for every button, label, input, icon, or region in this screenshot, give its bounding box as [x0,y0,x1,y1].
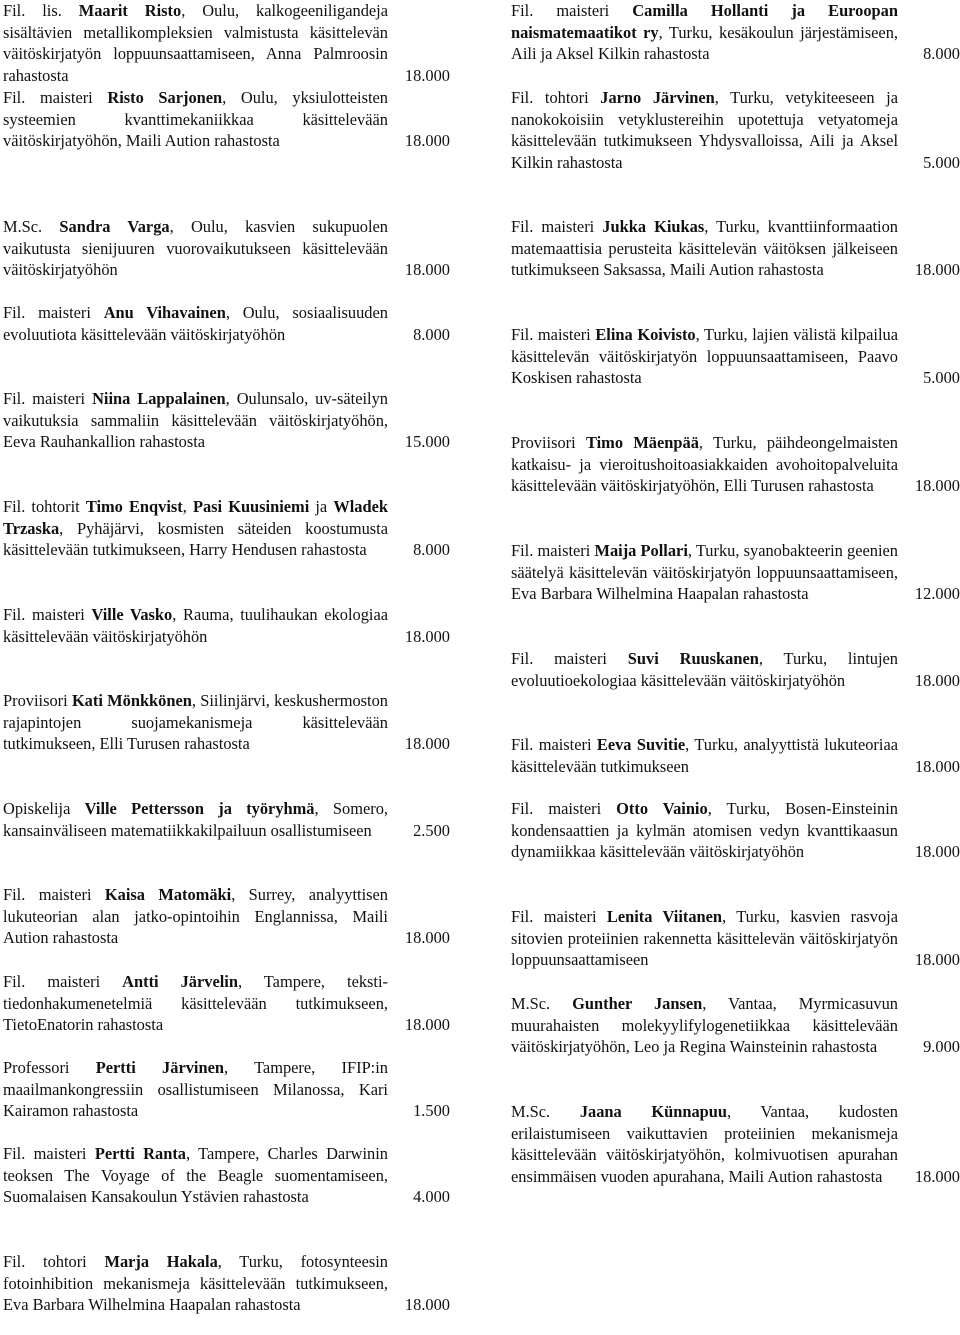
grant-description: , Oulu, sosiaalisuuden evoluutiota käsittelevään väitöskirjatyöhön [3,303,388,344]
recipient-name: Anu Vihavainen [103,303,226,322]
recipient-name: Suvi Ruuskanen [627,649,759,668]
grant-description: Fil. maisteri [511,799,617,818]
grant-amount: 18.000 [404,1015,450,1035]
recipient-name: Sandra Varga [59,217,170,236]
grant-text [3,388,450,453]
grant-entry [3,884,450,949]
grant-entry [3,690,450,755]
grant-text [511,993,960,1058]
grant-entry [3,0,450,86]
recipient-name: Elina Koivisto [595,325,696,344]
grant-description: Fil. maisteri [3,885,105,904]
grant-description: Fil. maisteri [511,1,633,20]
grant-text [511,540,960,605]
recipient-name: Risto Sarjonen [107,88,223,107]
grant-text [3,216,450,281]
grant-description: , [182,497,193,516]
grant-description: , Vantaa, Myrmicasuvun muurahaisten molekyylifylogenetiikkaa käsittelevään väitöskirjatyöhön, Leo ja Regina Wainsteinin rahastosta [511,994,898,1057]
grant-description: , Turku, kvanttiinformaation matemaattisia perusteita käsittelevän väitöksen jälkeiseen tutkimukseen Saksassa, Maili Aution rahastosta [511,217,898,280]
grant-description: , Turku, vetykiteeseen ja nanokokoisiin vetyklustereihin upotettuja vetyatomeja käsittelevään tutkimukseen Yhdysvalloissa, Aili ja Aksel Kilkin rahastosta [511,88,898,172]
grant-description: , Oulunsalo, uv-säteilyn vaikutuksia sammaliin käsittelevään väitöskirjatyöhön, Eeva Rauhankallion rahastosta [3,389,388,452]
grant-entry [3,388,450,453]
grant-text [3,884,450,949]
grant-amount: 18.000 [914,842,960,862]
grant-entry [511,798,960,863]
grant-description: , Tampere, Charles Darwinin teoksen The Voyage of the Beagle suomentamiseen, Suomalaisen Kansakoulun Ystävien rahastosta [3,1144,388,1207]
grant-entry [3,496,450,561]
recipient-name: Maija Pollari [594,541,688,560]
grant-entry [511,906,960,971]
grant-text [511,87,960,173]
grant-text [3,496,450,561]
grant-entry [3,87,450,152]
grant-description: M.Sc. [511,1102,580,1121]
grant-description: Fil. maisteri [511,907,607,926]
grant-text [3,798,450,841]
grant-entry [511,734,960,777]
grant-entry [511,432,960,497]
recipient-name: Wladek Trzaska [3,497,388,538]
grant-description: , Tampere, tekstitiedonhakumenetelmiä käsittelevään tutkimukseen, TietoEnatorin rahastosta [3,972,388,1035]
grant-description: , Turku, lajien välistä kilpailua käsittelevän väitöskirjatyön loppuunsaattamiseen, Paavo Koskisen rahastosta [511,325,898,388]
recipient-name: Timo Enqvist [85,497,183,516]
grant-entry [3,971,450,1036]
grant-description: , Surrey, analyyttisen lukuteorian alan jatko-opintoihin Englannissa, Maili Aution rahastosta [3,885,388,948]
grant-text [3,302,450,345]
grant-description: , Turku, fotosynteesin fotoinhibition mekanismeja käsittelevään tutkimukseen, Eva Barbara Wilhelmina Haapalan rahastosta [3,1252,388,1315]
grant-description: Fil. maisteri [511,541,595,560]
grant-description: , Turku, analyyttistä lukuteoriaa käsittelevään tutkimukseen [511,735,898,776]
grant-amount: 18.000 [404,626,450,646]
grant-text [3,690,450,755]
grant-description: , Rauma, tuulihaukan ekologiaa käsittelevään väitöskirjatyöhön [3,605,388,646]
grant-description: , Turku, syanobakteerin geenien säätelyä käsittelevän väitöskirjatyön loppuunsaattamiseen, Eva Barbara Wilhelmina Haapalan rahastosta [511,541,898,604]
grant-amount: 18.000 [404,928,450,948]
grant-description: Fil. maisteri [3,1144,95,1163]
grant-description: Fil. maisteri [3,972,123,991]
recipient-name: Ville Vasko [91,605,173,624]
grant-text [511,648,960,691]
recipient-name: Antti Järvelin [122,972,238,991]
grant-amount: 18.000 [404,260,450,280]
grant-amount: 2.500 [413,820,450,840]
grant-description: Fil. maisteri [511,735,597,754]
grant-description: , Turku, kesäkoulun järjestämiseen, Aili ja Aksel Kilkin rahastosta [511,22,898,64]
recipient-name: Ville Pettersson ja työryhmä [84,799,315,818]
grant-description: , Pyhäjärvi, kosmisten säteiden koostumusta käsittelevään tutkimukseen, Harry Hendusen rahastosta [3,518,388,560]
grant-description: Fil. maisteri [3,303,104,322]
recipient-name: Pertti Järvinen [95,1058,224,1077]
grant-text [3,971,450,1036]
grant-amount: 18.000 [404,734,450,754]
grant-amount: 4.000 [413,1187,450,1207]
recipient-name: Timo Mäenpää [585,433,699,452]
grant-description: , Oulu, kasvien sukupuolen vaikutusta sienijuuren vuorovaikutukseen käsittelevään väitöskirjatyöhön [3,217,388,280]
grant-entry [3,798,450,841]
grant-entry [511,216,960,281]
grant-description: , Vantaa, kudosten erilaistumiseen vaikuttavien proteiinien mekanismeja käsittelevään väitöskirjatyöhön, kolmivuotisen apurahan ensimmäisen vuoden apurahana, Maili Aution rahastosta [511,1102,898,1186]
grant-amount: 1.500 [413,1101,450,1121]
grant-amount: 18.000 [914,756,960,776]
grant-text [511,432,960,497]
grant-amount: 18.000 [914,1166,960,1186]
grant-amount: 18.000 [914,476,960,496]
grant-entry [3,1143,450,1208]
grant-entry [3,302,450,345]
grant-description: M.Sc. [511,994,573,1013]
grant-entry [3,604,450,647]
grant-description: , Turku, päihdeongelmaisten katkaisu- ja vieroitushoitoasiakkaiden avohoitopalveluita käsittelevään väitöskirjatyöhön, Elli Turusen rahastosta [511,433,898,496]
grant-entry [511,540,960,605]
grant-text [511,324,960,389]
recipient-name: Maarit Risto [78,1,182,20]
grant-amount: 5.000 [923,368,960,388]
recipient-name: Camilla Hollanti ja Euroopan naismatemaatikot ry [511,1,898,42]
grant-amount: 18.000 [914,670,960,690]
grant-amount: 8.000 [923,44,960,64]
grant-entry [3,1057,450,1122]
grant-text [511,0,960,65]
recipient-name: Lenita Viitanen [606,907,723,926]
grant-description: Fil. maisteri [511,325,596,344]
grant-text [511,216,960,281]
grant-description: Fil. maisteri [511,217,603,236]
grant-text [3,1251,450,1316]
grant-description: Fil. tohtori [511,88,601,107]
grant-description: , Oulu, kalkogeeniligandeja sisältävien metallikompleksien valmistusta käsittelevän väitöskirjatyön loppuunsaattamiseen, Anna Palmroosin rahastosta [3,1,388,85]
grant-description: Fil. lis. [3,1,79,20]
recipient-name: Kati Mönkkönen [71,691,192,710]
grant-description: , Somero, kansainväliseen matematiikkakilpailuun osallistumiseen [3,799,388,840]
grant-description: , Turku, kasvien rasvoja sitovien proteiinien rakennetta käsittelevän väitöskirjatyön loppuunsaattamiseen [511,907,898,970]
grant-amount: 18.000 [404,1295,450,1315]
grant-text [511,734,960,777]
grant-text [3,1057,450,1122]
grant-entry [511,324,960,389]
grant-amount: 8.000 [413,540,450,560]
grant-description: Fil. maisteri [511,649,628,668]
grant-amount: 8.000 [413,324,450,344]
grant-text [511,1101,960,1187]
grant-entry [3,1251,450,1316]
grant-entry [511,648,960,691]
recipient-name: Eeva Suvitie [596,735,686,754]
grant-text [511,906,960,971]
recipient-name: Marja Hakala [104,1252,218,1271]
recipient-name: Jukka Kiukas [602,217,705,236]
grant-description: Fil. maisteri [3,88,108,107]
grant-description: Fil. maisteri [3,605,92,624]
grant-description: Proviisori [3,691,72,710]
recipient-name: Pasi Kuusiniemi [192,497,310,516]
grant-description: , Siilinjärvi, keskushermoston rajapintojen suojamekanismeja käsittelevään tutkimukseen, Elli Turusen rahastosta [3,691,388,754]
grant-amount: 18.000 [914,950,960,970]
grant-amount: 18.000 [914,260,960,280]
grant-text [511,798,960,863]
grant-description: ja [309,497,334,516]
grant-amount: 5.000 [923,152,960,172]
grant-description: Fil. tohtori [3,1252,105,1271]
recipient-name: Otto Vainio [616,799,708,818]
grant-text [3,87,450,152]
grant-description: Opiskelija [3,799,85,818]
recipient-name: Pertti Ranta [94,1144,186,1163]
grant-entry [511,0,960,65]
grant-description: Professori [3,1058,96,1077]
recipient-name: Gunther Jansen [572,994,703,1013]
grant-amount: 18.000 [404,65,450,85]
grant-description: Fil. tohtorit [3,497,86,516]
grant-amount: 18.000 [404,131,450,151]
grant-entry [3,216,450,281]
recipient-name: Jarno Järvinen [600,88,715,107]
grant-amount: 9.000 [923,1037,960,1057]
grant-description: , Turku, lintujen evoluutioekologiaa käsittelevään väitöskirjatyöhön [511,649,898,690]
grant-text [3,1143,450,1208]
grant-amount: 15.000 [404,432,450,452]
grant-text [3,604,450,647]
grant-entry [511,1101,960,1187]
recipient-name: Kaisa Matomäki [104,885,232,904]
grant-entry [511,993,960,1058]
grant-description: , Oulu, yksiulotteisten systeemien kvanttimekaniikkaa käsittelevään väitöskirjatyöhön, Maili Aution rahastosta [3,88,388,151]
grant-text [3,0,450,86]
recipient-name: Jaana Künnapuu [579,1102,728,1121]
grant-description: Proviisori [511,433,586,452]
grant-description: M.Sc. [3,217,60,236]
grant-entry [511,87,960,173]
grant-description: , Tampere, IFIP:in maailmankongressiin osallistumiseen Milanossa, Kari Kairamon rahastosta [3,1058,388,1121]
recipient-name: Niina Lappalainen [92,389,226,408]
grant-amount: 12.000 [914,584,960,604]
grant-description: , Turku, Bosen-Einsteinin kondensaattien ja kylmän atomisen vedyn kvanttikaasun dynamiikkaa käsittelevään väitöskirjatyöhön [511,799,898,862]
grant-description: Fil. maisteri [3,389,93,408]
